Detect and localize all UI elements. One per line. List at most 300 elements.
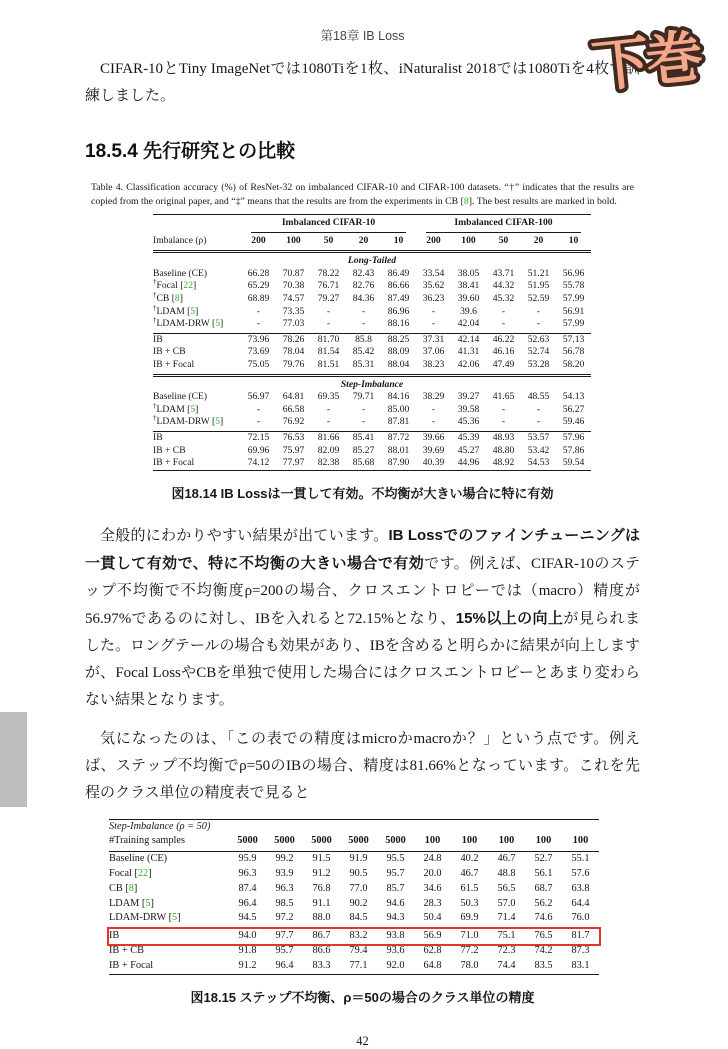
value-cell: 77.0 (349, 882, 368, 894)
value-cell: - (361, 305, 366, 317)
value-cell: 84.36 (352, 292, 375, 304)
column-header-cell: 200 (241, 233, 276, 252)
table-row (153, 318, 591, 333)
value-cell: 88.04 (381, 359, 416, 375)
value-cell: 79.27 (317, 292, 340, 304)
value-cell: 42.04 (451, 318, 486, 333)
value-cell: 91.1 (312, 897, 331, 909)
value-cell: 86.6 (312, 945, 331, 957)
value-cell: - (521, 416, 556, 431)
value-cell: - (486, 416, 521, 431)
column-header-cell: 20 (521, 233, 556, 252)
text-segment: IB Lossでのファインチューニングは一貫して有効で、特に不均衡の大きい場合で有効 (85, 526, 640, 572)
value-cell: 73.96 (247, 333, 270, 345)
table4-classification-accuracy (153, 214, 591, 471)
value-cell: 35.62 (422, 280, 445, 292)
value-cell: 83.3 (312, 959, 331, 971)
value-cell: 86.7 (312, 930, 331, 942)
value-cell: 88.09 (387, 346, 410, 358)
citation-link[interactable]: 5 (215, 416, 221, 428)
value-cell: 88.0 (303, 911, 340, 928)
table-row (153, 333, 591, 346)
value-cell: 77.97 (282, 457, 305, 469)
value-cell: 90.2 (349, 897, 368, 909)
citation-link[interactable]: 5 (145, 897, 151, 909)
value-cell: 87.81 (381, 416, 416, 431)
value-cell: 54.53 (527, 457, 550, 469)
table-row (153, 431, 591, 444)
value-cell: 86.66 (387, 280, 410, 292)
value-cell: 74.4 (497, 959, 516, 971)
value-cell: 87.3 (571, 945, 590, 957)
column-header-cell: 200 (416, 233, 451, 252)
value-cell: 81.51 (311, 359, 346, 375)
row-label: †CB [8] (153, 290, 183, 304)
value-cell: - (346, 416, 381, 431)
row-label: Baseline (CE) (153, 267, 208, 279)
table-row (153, 457, 591, 470)
value-cell: 45.39 (457, 431, 480, 443)
citation-link[interactable]: 8 (128, 882, 134, 894)
value-cell: 97.2 (266, 911, 303, 928)
value-cell: 76.71 (317, 280, 340, 292)
value-cell: 57.6 (571, 868, 590, 880)
table-row (153, 445, 591, 458)
question-paragraph: 気になったのは、「この表での精度はmicroかmacroか？」という点です。例えば、ステップ不均衡でρ=50のIBの場合、精度は81.66%となっています。これを先程のクラス単位の精度表で見ると (85, 730, 640, 801)
value-cell: 58.20 (556, 359, 591, 375)
value-cell: 94.5 (229, 911, 266, 928)
page-content (0, 56, 725, 1049)
value-cell: 52.63 (527, 333, 550, 345)
citation-link[interactable]: 22 (137, 868, 149, 880)
table-row (109, 882, 599, 897)
value-cell: 78.22 (317, 267, 340, 279)
value-cell: 70.87 (282, 267, 305, 279)
value-cell: - (536, 403, 541, 415)
value-cell: 83.1 (571, 959, 590, 971)
value-cell: 95.7 (386, 868, 405, 880)
value-cell: 55.78 (562, 280, 585, 292)
value-cell: 52.7 (534, 853, 553, 865)
value-cell: 78.04 (282, 346, 305, 358)
column-header-cell: 100 (414, 834, 451, 851)
value-cell: 87.90 (387, 457, 410, 469)
value-cell: 76.5 (534, 930, 553, 942)
column-header-cell: 5000 (266, 834, 303, 851)
value-cell: 85.31 (346, 359, 381, 375)
value-cell: 92.0 (386, 959, 405, 971)
value-cell: 45.27 (457, 444, 480, 456)
table-group-header-row (153, 215, 591, 233)
value-cell: 39.58 (457, 403, 480, 415)
value-cell: 75.1 (497, 930, 516, 942)
value-cell: 56.97 (247, 391, 270, 403)
table-row (153, 391, 591, 404)
value-cell: - (256, 403, 261, 415)
value-cell: 46.16 (492, 346, 515, 358)
value-cell: 55.1 (571, 853, 590, 865)
value-cell: 82.09 (317, 444, 340, 456)
table-title-row (109, 819, 599, 834)
value-cell: 44.32 (492, 280, 515, 292)
value-cell: 48.55 (527, 391, 550, 403)
value-cell: 74.2 (534, 945, 553, 957)
value-cell: 42.14 (457, 333, 480, 345)
value-cell: 63.8 (571, 882, 590, 894)
row-label: IB (109, 930, 120, 942)
row-label: †LDAM-DRW [5] (153, 318, 241, 333)
value-cell: 48.92 (492, 457, 515, 469)
value-cell: 50.4 (414, 911, 451, 928)
value-cell: 94.0 (238, 930, 257, 942)
value-cell: 53.57 (527, 431, 550, 443)
dagger-mark: † (153, 401, 157, 410)
table-column-header-row (153, 233, 591, 252)
value-cell: 96.3 (238, 868, 257, 880)
value-cell: - (501, 305, 506, 317)
column-header-cell: 10 (556, 233, 591, 252)
value-cell: 34.6 (423, 882, 442, 894)
table-row (109, 959, 599, 974)
value-cell: 52.59 (527, 292, 550, 304)
value-cell: 85.27 (352, 444, 375, 456)
citation-link[interactable]: 8 (174, 292, 180, 304)
citation-link[interactable]: 5 (215, 318, 221, 330)
row-label: IB + Focal (153, 359, 241, 375)
value-cell: 36.23 (422, 292, 445, 304)
value-cell: 77.03 (276, 318, 311, 333)
row-label: †LDAM-DRW [5] (153, 416, 241, 431)
table-row (109, 911, 599, 928)
value-cell: 61.5 (460, 882, 479, 894)
figure14-caption: 図18.14 IB Lossは一貫して有効。不均衡が大きい場合に特に有効 (171, 485, 554, 501)
value-cell: 56.27 (562, 403, 585, 415)
value-cell: 46.7 (460, 868, 479, 880)
value-cell: 54.13 (562, 391, 585, 403)
value-cell: 81.70 (317, 333, 340, 345)
row-label: Baseline (CE) (109, 853, 168, 865)
value-cell: 41.65 (492, 391, 515, 403)
value-cell: 94.3 (377, 911, 414, 928)
value-cell: 69.35 (317, 391, 340, 403)
value-cell: 57.13 (562, 333, 585, 345)
value-cell: 85.00 (387, 403, 410, 415)
row-label: †Focal [22] (153, 278, 197, 292)
value-cell: 85.68 (352, 457, 375, 469)
column-header-cell: 20 (346, 233, 381, 252)
value-cell: 66.28 (247, 267, 270, 279)
value-cell: 79.76 (276, 359, 311, 375)
value-cell: 24.8 (423, 853, 442, 865)
value-cell: 51.21 (527, 267, 550, 279)
value-cell: 77.2 (460, 945, 479, 957)
value-cell: 95.9 (238, 853, 257, 865)
value-cell: 38.29 (422, 391, 445, 403)
value-cell: 76.92 (276, 416, 311, 431)
value-cell: - (536, 305, 541, 317)
value-cell: 41.31 (457, 346, 480, 358)
citation-link[interactable]: 5 (172, 912, 178, 924)
text-segment: です。例えば、CIFAR-10のステップ不均衡で不均衡度ρ=200の場合、クロスエントロピーでは（macro）精度が56.97%であるのに対し、IBを入れると72.15%となり、 (85, 555, 640, 627)
value-cell: 43.71 (492, 267, 515, 279)
row-label: IB (153, 431, 163, 443)
value-cell: - (311, 416, 346, 431)
page-edge-tab[interactable] (0, 712, 27, 807)
value-cell: 64.81 (282, 391, 305, 403)
section-title: Long-Tailed (347, 255, 397, 267)
value-cell: 87.4 (238, 882, 257, 894)
value-cell: 66.58 (282, 403, 305, 415)
value-cell: 90.5 (349, 868, 368, 880)
row-label: †LDAM [5] (153, 303, 199, 317)
citation-link[interactable]: 5 (190, 403, 196, 415)
intro-paragraph: CIFAR-10とTiny ImageNetでは1080Tiを1枚、iNaturalist 2018では1080Tiを4枚で訓練しました。 (85, 61, 640, 104)
row-label: Baseline (CE) (153, 391, 208, 403)
value-cell: 57.0 (497, 897, 516, 909)
value-cell: 62.8 (423, 945, 442, 957)
table-row (109, 944, 599, 959)
value-cell: 79.4 (349, 945, 368, 957)
value-cell: 96.4 (275, 959, 294, 971)
row-label: †LDAM [5] (153, 401, 199, 415)
value-cell: 82.38 (317, 457, 340, 469)
value-cell: 68.7 (534, 882, 553, 894)
row-label: IB + Focal (109, 959, 154, 971)
value-cell: 72.3 (497, 945, 516, 957)
value-cell: 46.22 (492, 333, 515, 345)
column-header-cell: 5000 (303, 834, 340, 851)
table-row (153, 359, 591, 375)
value-cell: 39.66 (422, 431, 445, 443)
caption-text: Table 4. Classification accuracy (%) of ResNet-32 on imbalanced CIFAR-10 and CIFAR-100 datasets. “†” indicates that the results are copied from the original paper, and “‡” means that the results are from the experiments in CB [ (91, 182, 634, 207)
table-row (109, 897, 599, 912)
value-cell: 64.4 (571, 897, 590, 909)
value-cell: 96.3 (275, 882, 294, 894)
column-header-cell: 100 (488, 834, 525, 851)
value-cell: 88.25 (387, 333, 410, 345)
value-cell: 86.96 (387, 305, 410, 317)
value-cell: - (501, 403, 506, 415)
dagger-mark: † (153, 414, 157, 423)
value-cell: 37.06 (422, 346, 445, 358)
page-number: 42 (356, 1033, 369, 1048)
value-cell: 87.72 (387, 431, 410, 443)
column-header-cell: 10 (381, 233, 416, 252)
volume-stamp-text: 下巻 (589, 24, 704, 100)
value-cell: 57.99 (562, 292, 585, 304)
value-cell: - (326, 305, 331, 317)
value-cell: 39.60 (457, 292, 480, 304)
value-cell: - (361, 403, 366, 415)
value-cell: 98.5 (275, 897, 294, 909)
section-title-row (153, 252, 591, 268)
citation-link[interactable]: 5 (190, 305, 196, 317)
value-cell: 48.8 (497, 868, 516, 880)
analysis-paragraph (85, 522, 640, 714)
value-cell: 75.97 (282, 444, 305, 456)
value-cell: 76.53 (282, 431, 305, 443)
column-header-cell: 100 (451, 233, 486, 252)
value-cell: 74.12 (247, 457, 270, 469)
value-cell: - (431, 305, 436, 317)
value-cell: 78.26 (282, 333, 305, 345)
highlighted-row (109, 929, 599, 944)
table-column-header-row (109, 834, 599, 851)
table-row (153, 404, 591, 417)
value-cell: 65.29 (247, 280, 270, 292)
row-label: IB + CB (153, 346, 186, 358)
value-cell: 74.6 (525, 911, 562, 928)
value-cell: 85.42 (352, 346, 375, 358)
section-heading: 18.5.4 先行研究との比較 (85, 141, 296, 162)
value-cell: 91.9 (349, 853, 368, 865)
value-cell: - (326, 403, 331, 415)
value-cell: 56.5 (497, 882, 516, 894)
value-cell: 81.54 (317, 346, 340, 358)
value-cell: 81.7 (571, 930, 590, 942)
value-cell: - (486, 318, 521, 333)
value-cell: 39.69 (422, 444, 445, 456)
text-segment: 15%以上の向上 (455, 609, 564, 627)
row-label: LDAM-DRW [5] (109, 911, 229, 928)
table-row (109, 867, 599, 882)
row-label: LDAM [5] (109, 897, 154, 909)
column-header-cell: 100 (562, 834, 599, 851)
value-cell: 69.96 (247, 444, 270, 456)
citation-link[interactable]: 22 (183, 280, 194, 292)
value-cell: 56.96 (562, 267, 585, 279)
column-header-cell: 100 (525, 834, 562, 851)
value-cell: - (346, 318, 381, 333)
value-cell: 69.9 (451, 911, 488, 928)
table15-wrapper (85, 819, 640, 975)
value-cell: 93.8 (386, 930, 405, 942)
table-title: Step-Imbalance (ρ = 50) (109, 820, 211, 832)
row-label: Focal [22] (109, 868, 152, 880)
value-cell: 94.6 (386, 897, 405, 909)
row-label: CB [8] (109, 882, 138, 894)
value-cell: 56.78 (562, 346, 585, 358)
row-label: IB + CB (153, 444, 186, 456)
value-cell: 40.39 (422, 457, 445, 469)
value-cell: 78.0 (460, 959, 479, 971)
volume-stamp (586, 16, 728, 104)
value-cell: 87.49 (387, 292, 410, 304)
value-cell: 33.54 (422, 267, 445, 279)
value-cell: - (256, 305, 261, 317)
value-cell: 85.8 (355, 333, 372, 345)
chapter-header: 第18章 IB Loss (320, 29, 405, 43)
value-cell: 56.1 (534, 868, 553, 880)
value-cell: 20.0 (423, 868, 442, 880)
value-cell: 72.15 (247, 431, 270, 443)
table15-class-accuracy (109, 819, 599, 975)
value-cell: 99.2 (275, 853, 294, 865)
row-label: IB + Focal (153, 457, 195, 469)
table-row (153, 293, 591, 306)
empty-corner-cell (153, 215, 241, 233)
value-cell: 84.5 (340, 911, 377, 928)
dagger-mark: † (153, 315, 157, 324)
value-cell: - (521, 318, 556, 333)
value-cell: 57.86 (562, 444, 585, 456)
value-cell: 96.4 (238, 897, 257, 909)
value-cell: 85.41 (352, 431, 375, 443)
row-header: #Training samples (109, 834, 229, 851)
value-cell: 79.71 (352, 391, 375, 403)
value-cell: 71.4 (488, 911, 525, 928)
row-header: Imbalance (ρ) (153, 233, 241, 252)
column-header-cell: 5000 (340, 834, 377, 851)
value-cell: 46.7 (497, 853, 516, 865)
table-row (153, 346, 591, 359)
value-cell: 38.41 (457, 280, 480, 292)
value-cell: 91.2 (312, 868, 331, 880)
value-cell: 56.91 (562, 305, 585, 317)
value-cell: - (241, 318, 276, 333)
value-cell: 85.7 (386, 882, 405, 894)
column-header-cell: 5000 (229, 834, 266, 851)
value-cell: 37.31 (422, 333, 445, 345)
value-cell: 84.16 (387, 391, 410, 403)
row-label: IB + CB (109, 945, 144, 957)
section-title: Step-Imbalance (340, 378, 404, 390)
column-header-cell: 50 (311, 233, 346, 252)
value-cell: 47.49 (486, 359, 521, 375)
value-cell: 73.69 (247, 346, 270, 358)
value-cell: 53.42 (527, 444, 550, 456)
text-segment: 全般的にわかりやすい結果が出ています。 (100, 527, 389, 544)
column-header-cell: 50 (486, 233, 521, 252)
value-cell: 97.7 (275, 930, 294, 942)
dagger-mark: † (153, 290, 157, 299)
citation-link[interactable]: 8 (463, 195, 469, 207)
value-cell: 48.93 (492, 431, 515, 443)
value-cell: 73.35 (282, 305, 305, 317)
value-cell: 51.95 (527, 280, 550, 292)
figure15-caption: 図18.15 ステップ不均衡、ρ＝50の場合のクラス単位の精度 (190, 989, 535, 1005)
value-cell: 40.2 (460, 853, 479, 865)
group-header-cifar10: Imbalanced CIFAR-10 (251, 215, 406, 233)
table-row (109, 852, 599, 867)
value-cell: 82.76 (352, 280, 375, 292)
table-row (153, 280, 591, 293)
value-cell: 91.2 (238, 959, 257, 971)
value-cell: 76.0 (562, 911, 599, 928)
table-row (153, 268, 591, 281)
value-cell: - (311, 318, 346, 333)
value-cell: 81.66 (317, 431, 340, 443)
value-cell: 45.32 (492, 292, 515, 304)
value-cell: 28.3 (423, 897, 442, 909)
section-title-row (153, 375, 591, 391)
value-cell: 64.8 (423, 959, 442, 971)
value-cell: 91.5 (312, 853, 331, 865)
value-cell: 52.74 (527, 346, 550, 358)
value-cell: 68.89 (247, 292, 270, 304)
value-cell: 95.5 (386, 853, 405, 865)
value-cell: - (416, 416, 451, 431)
dagger-mark: † (153, 303, 157, 312)
value-cell: 50.3 (460, 897, 479, 909)
value-cell: 39.6 (460, 305, 477, 317)
value-cell: 39.27 (457, 391, 480, 403)
value-cell: 91.8 (238, 945, 257, 957)
value-cell: 59.46 (556, 416, 591, 431)
value-cell: 56.2 (534, 897, 553, 909)
value-cell: 93.6 (386, 945, 405, 957)
value-cell: 77.1 (349, 959, 368, 971)
